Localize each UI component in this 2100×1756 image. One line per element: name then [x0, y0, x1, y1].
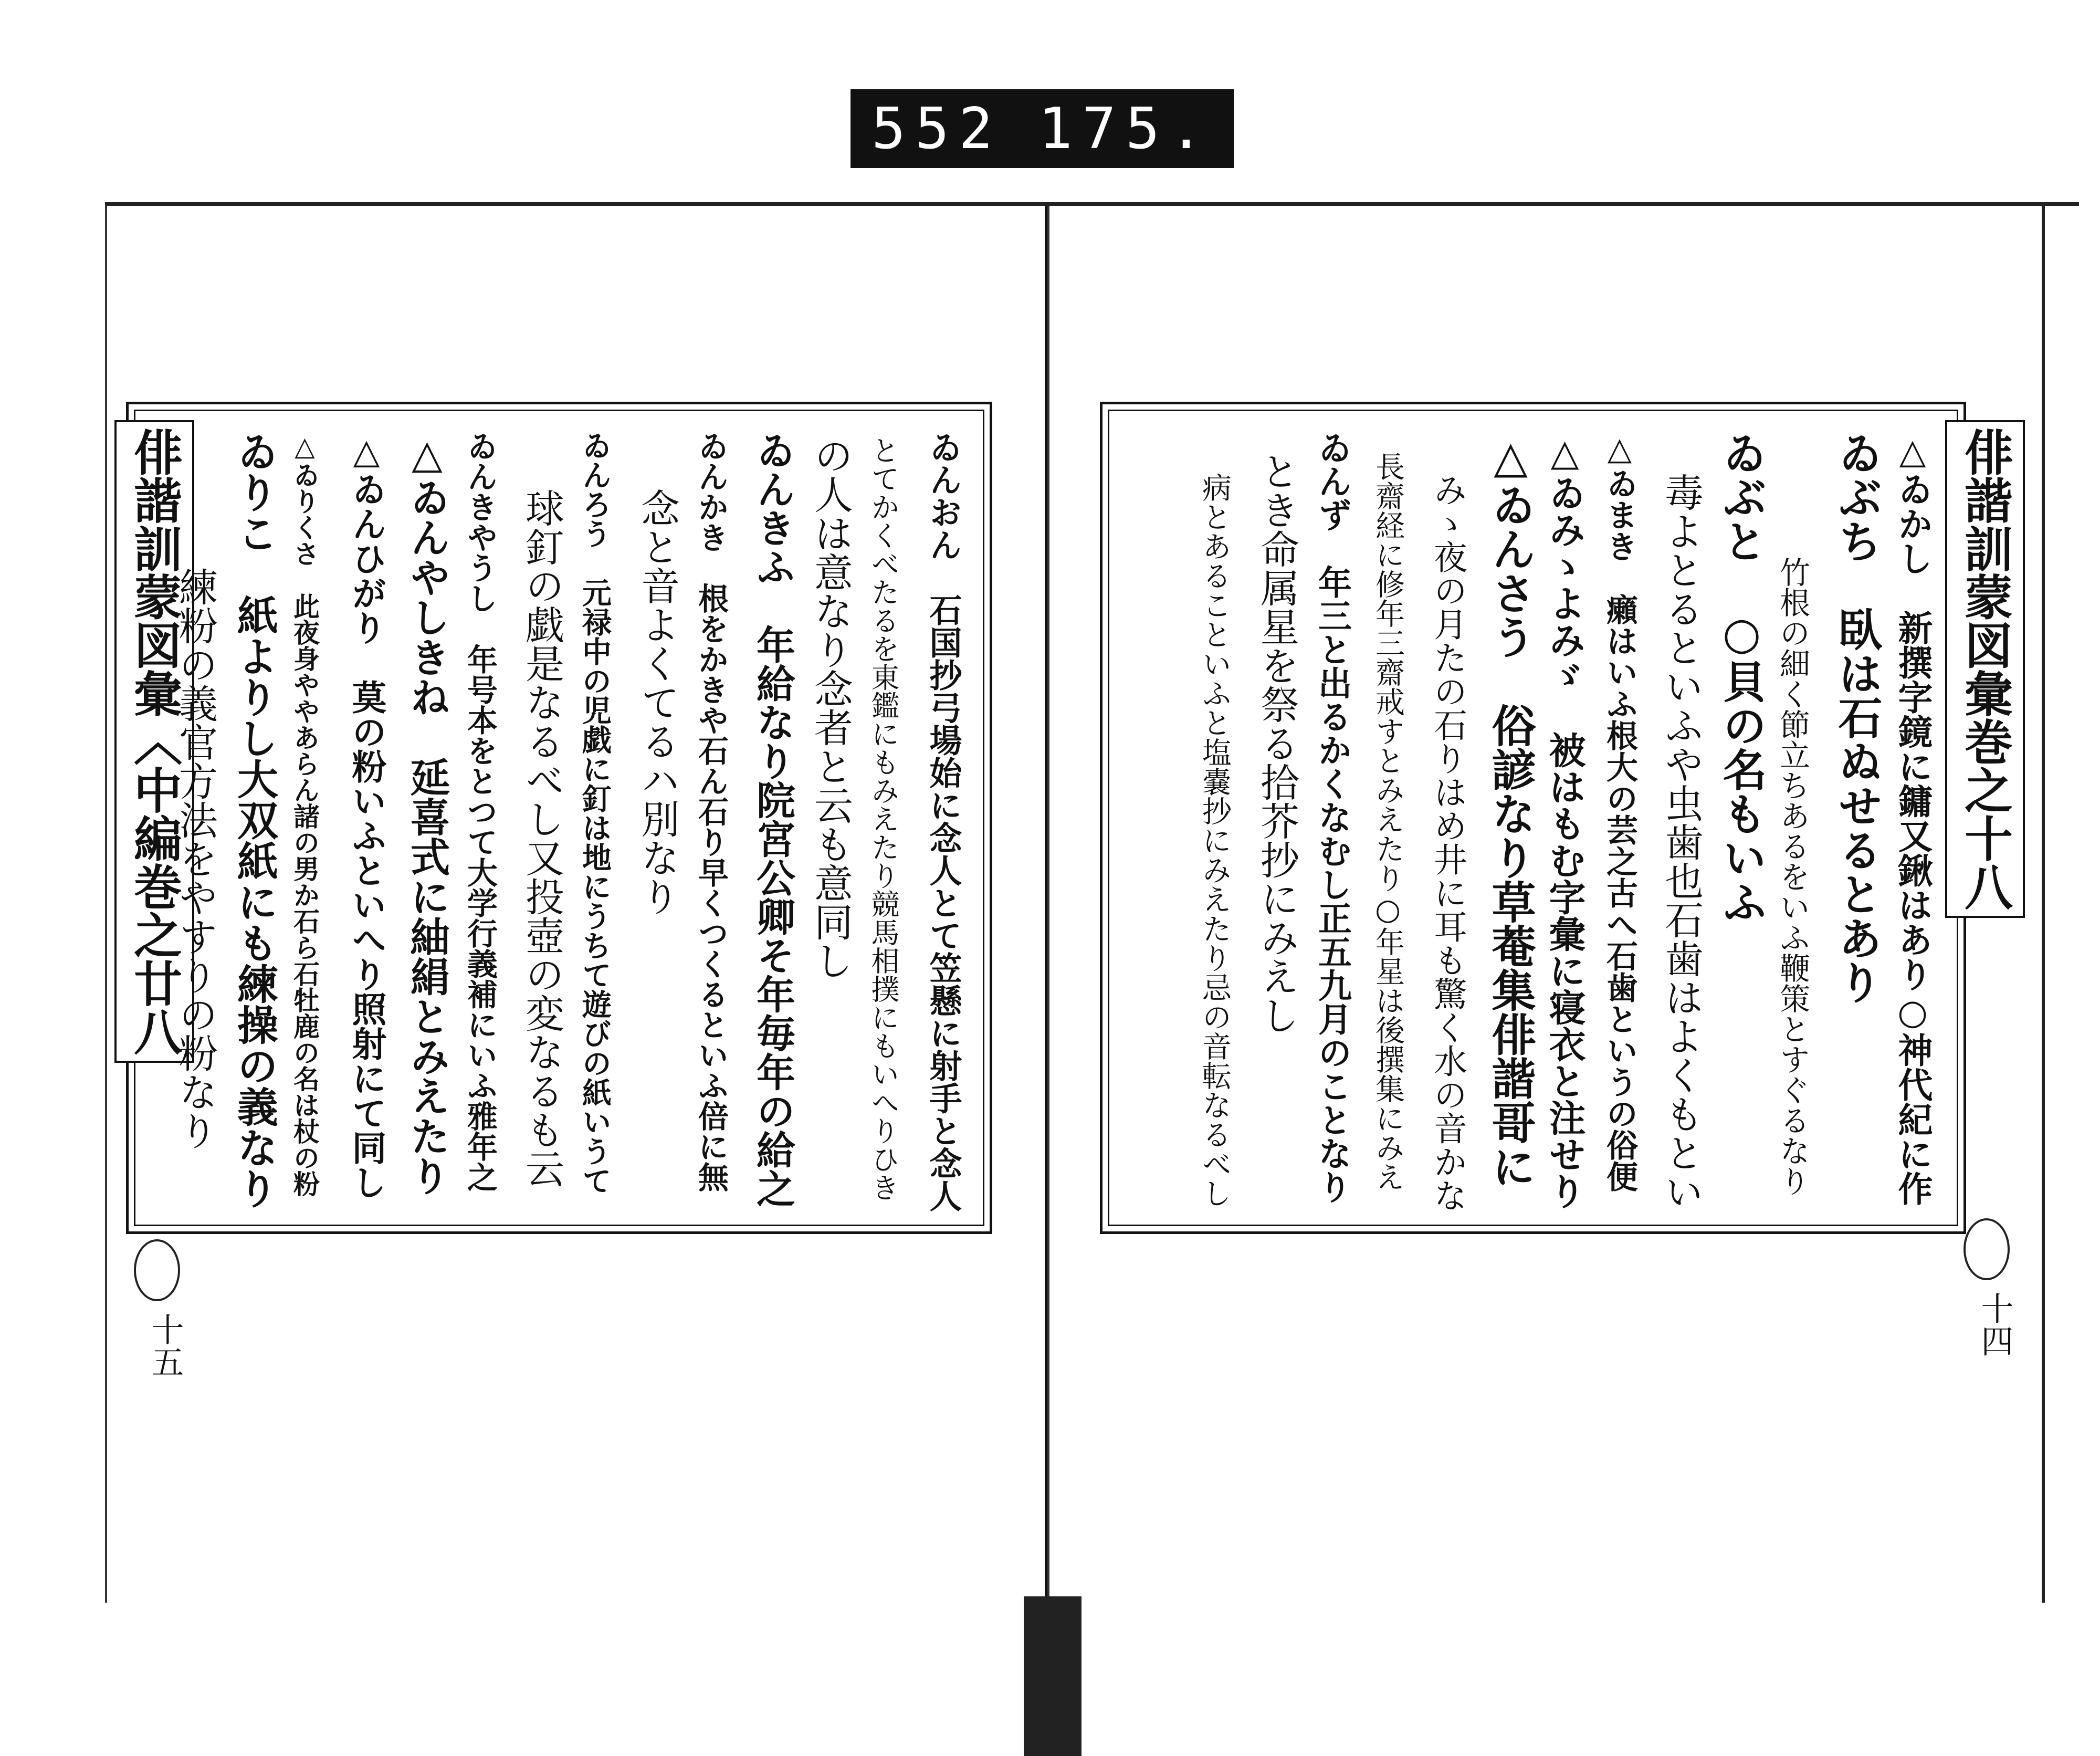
right-column-1: △ゐかし 新撰字鏡に鏞又鍬はあり○神代紀に作 [1892, 431, 1933, 1206]
left-column-4: ゐんきふ 年給なり院宮公卿そ年毎年の給之 [750, 431, 795, 1208]
right-column-5: 毒よとるといふや虫歯也石歯はよくもとい [1658, 473, 1704, 1211]
left-column-10: △ゐんやしきね 延喜式に紬絹とみえたり [404, 431, 450, 1196]
right-column-10: 長齋経に修年三齋戒すとみえたり○年星は後撰集にみえ [1371, 452, 1405, 1191]
right-column-2: ゐぶち 臥は石ぬせるとあり [1831, 431, 1883, 1004]
right-column-8: △ゐんさう 俗諺なり草菴集俳諧哥に [1485, 431, 1537, 1188]
left-column-12: △ゐりくさ 此夜身ややあらん諸の男か石ら石牡鹿の名は杖の粉 [289, 431, 320, 1197]
shelf-label [850, 89, 1234, 168]
left-column-14: 練粉の義官方法をやすりの粉なり [173, 567, 218, 1150]
right-column-6: △ゐまき 癩はいふ根大の芸之古へ石歯というの俗便 [1601, 431, 1638, 1192]
left-column-1: ゐんおん 石国抄弓場始に念人とて笠懸に射手と念人 [924, 431, 962, 1212]
right-column-12: とき命属星を祭る拾芥抄にみえし [1254, 452, 1299, 1034]
left-column-2: とてかくべたるを東鑑にもみえたり競馬相撲にもいへりひき [867, 436, 900, 1201]
right-margin-title: 俳諧訓蒙図彙巻之十八 [1945, 420, 2025, 918]
left-margin-title: 俳諧訓蒙図彙〈中編巻之廿八 [114, 420, 194, 1063]
left-fish-tail [134, 1239, 180, 1301]
shelf-label-right: 175. [1038, 96, 1213, 162]
spine-bottom [1024, 1596, 1082, 1756]
left-column-9: ゐんきやうし 年号本をとつて大学行義補にいふ雅年之 [462, 431, 498, 1192]
right-column-13: 病とあることいふと塩嚢抄にみえたり忌の音転なるべし [1198, 473, 1232, 1208]
right-fish-tail [1964, 1218, 2010, 1280]
right-column-4: ゐぶと ○貝の名もいふ [1716, 431, 1768, 924]
left-column-13: ゐりこ 紙よりし大双紙にも練操の義なり [230, 431, 278, 1209]
right-folio: 十四 [1976, 1292, 2014, 1357]
right-column-7: △ゐみゝよみゞ 被はもむ字彙に寝衣と注せり [1543, 431, 1587, 1209]
right-column-9: みゝ夜の月たの石りはめ井に耳も驚く水の音かな [1428, 473, 1467, 1212]
right-column-11: ゐんず 年三と出るかくなむし正五九月のことなり [1312, 431, 1352, 1204]
shelf-label-left: 552 [872, 96, 1003, 162]
right-column-3: 竹根の細く節立ちあるをいふ鞭策とすぐるなり [1774, 557, 1810, 1196]
left-column-11: △ゐんひがり 莫の粉いふといへり照射にて同し [346, 431, 387, 1199]
left-column-7: ゐんろう 元禄中の児戯に釘は地にうちて遊びの紙いうて [578, 431, 612, 1195]
left-column-3: の人は意なり念者と云も意同し [808, 436, 853, 980]
left-column-8: 球釘の戯是なるべし又投壺の変なるも云 [519, 488, 564, 1188]
left-column-6: 念と音よくてるハ別なり [635, 488, 680, 916]
left-column-5: ゐんかき 根をかきや石ん石り早くつくるといふ倍に無 [693, 431, 729, 1192]
left-folio: 十五 [146, 1313, 184, 1378]
